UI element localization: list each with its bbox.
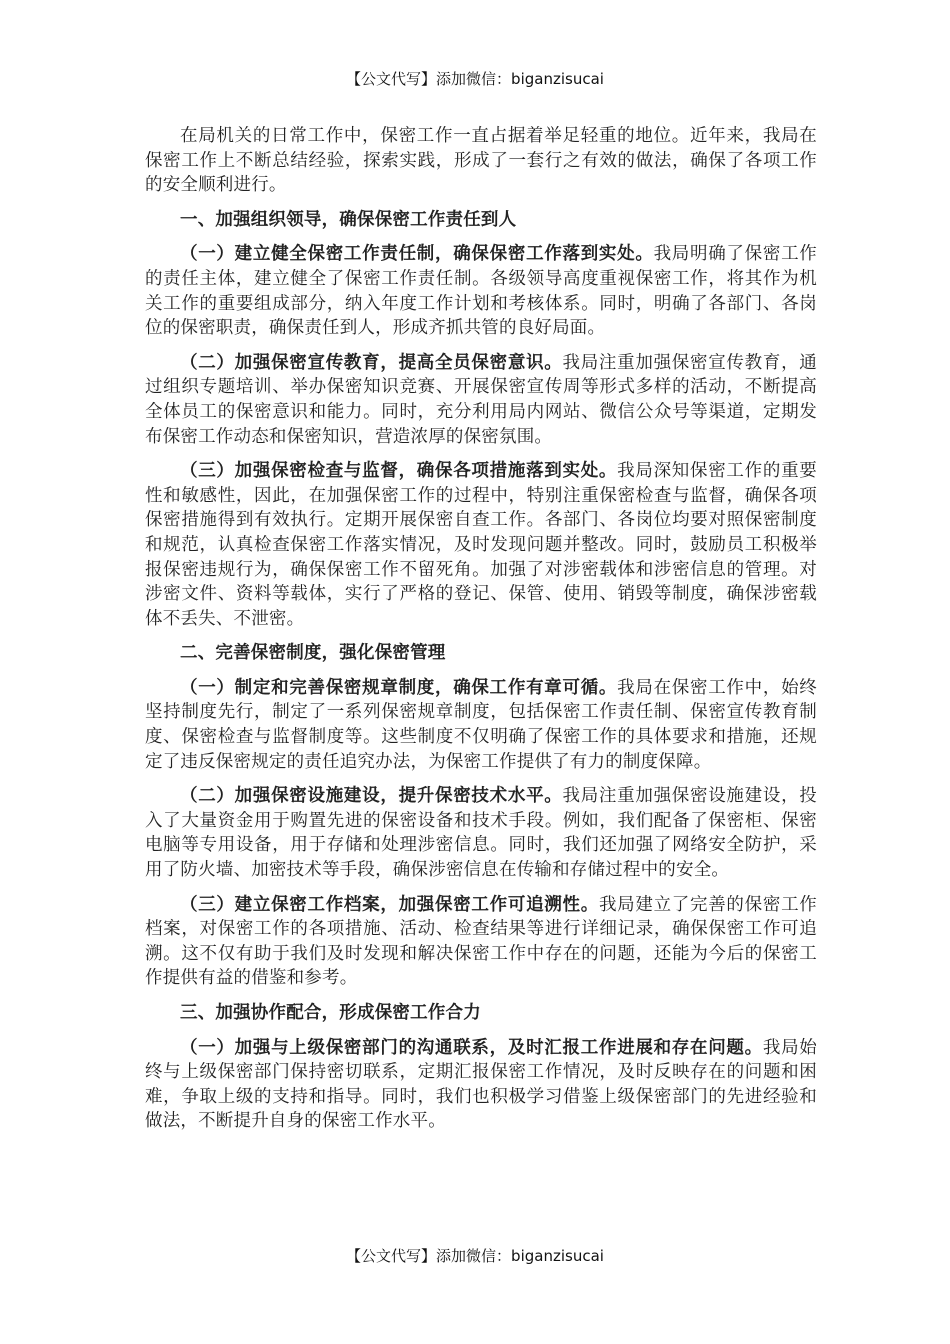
paragraph [145,351,817,449]
paragraph-lead: （三）加强保密检查与监督，确保各项措施落到实处。 [180,461,618,482]
paragraph-text: 我局注重加强保密宣传教育，通过组织专题培训、举办保密知识竞赛、开展保密宣传周等形式多样的活动，不断提高全体员工的保密意识和能力。同时，充分利用局内网站、微信公众号等渠道，定期发布保密工作动态和保密知识，营造浓厚的保密氛围。 [145,352,817,447]
section-heading: 二、完善保密制度，强化保密管理 [180,643,446,664]
paragraph-lead: （二）加强保密设施建设，提升保密技术水平。 [180,786,563,807]
section-heading: 一、加强组织领导，确保保密工作责任到人 [180,209,517,230]
paragraph-lead: （一）制定和完善保密规章制度，确保工作有章可循。 [180,677,618,698]
paragraph-text: 我局明确了保密工作的责任主体，建立健全了保密工作责任制。各级领导高度重视保密工作，将其作为机关工作的重要组成部分，纳入年度工作计划和考核体系。同时，明确了各部门、各岗位的保密职责，确保责任到人，形成齐抓共管的良好局面。 [145,244,817,339]
paragraph [145,242,817,340]
page-header: 【公文代写】添加微信：biganzisucai [346,70,604,88]
paragraph-text: 我局始终与上级保密部门保持密切联系，定期汇报保密工作情况，及时反映存在的问题和困难，争取上级的支持和指导。同时，我们也积极学习借鉴上级保密部门的先进经验和做法，不断提升自身的保密工作水平。 [145,1037,817,1132]
paragraph [145,893,817,991]
paragraph-text: 我局注重加强保密设施建设，投入了大量资金用于购置先进的保密设备和技术手段。例如，我们配备了保密柜、保密电脑等专用设备，用于存储和处理涉密信息。同时，我们还加强了网络安全防护，采用了防火墙、加密技术等手段，确保涉密信息在传输和存储过程中的安全。 [145,786,817,881]
paragraph-lead: （一）加强与上级保密部门的沟通联系，及时汇报工作进展和存在问题。 [180,1037,763,1058]
paragraph-lead: （二）加强保密宣传教育，提高全员保密意识。 [180,352,563,373]
page-footer: 【公文代写】添加微信：biganzisucai [346,1247,604,1265]
document-body [145,124,817,1144]
intro-paragraph: 在局机关的日常工作中，保密工作一直占据着举足轻重的地位。近年来，我局在保密工作上不断总结经验，探索实践，形成了一套行之有效的做法，确保了各项工作的安全顺利进行。 [145,126,817,196]
paragraph-text: 我局在保密工作中，始终坚持制度先行，制定了一系列保密规章制度，包括保密工作责任制、保密宣传教育制度、保密检查与监督制度等。这些制度不仅明确了保密工作的具体要求和措施，还规定了违反保密规定的责任追究办法，为保密工作提供了有力的制度保障。 [145,677,817,772]
section-heading: 三、加强协作配合，形成保密工作合力 [180,1003,481,1023]
paragraph-text: 我局深知保密工作的重要性和敏感性，因此，在加强保密工作的过程中，特别注重保密检查与监督，确保各项保密措施得到有效执行。定期开展保密自查工作。各部门、各岗位均要对照保密制度和规范，认真检查保密工作落实情况，及时发现问题并整改。同时，鼓励员工积极举报保密违规行为，确保保密工作不留死角。加强了对涉密载体和涉密信息的管理。对涉密文件、资料等载体，实行了严格的登记、保管、使用、销毁等制度，确保涉密载体不丢失、不泄密。 [145,461,817,629]
paragraph [145,1036,817,1134]
paragraph-lead: （三）建立保密工作档案，加强保密工作可追溯性。 [180,894,599,915]
paragraph-lead: （一）建立健全保密工作责任制，确保保密工作落到实处。 [180,244,654,265]
paragraph [145,676,817,774]
paragraph [145,784,817,882]
paragraph-text: 我局建立了完善的保密工作档案，对保密工作的各项措施、活动、检查结果等进行详细记录，确保保密工作可追溯。这不仅有助于我们及时发现和解决保密工作中存在的问题，还能为今后的保密工作提供有益的借鉴和参考。 [145,894,817,989]
paragraph [145,459,817,631]
